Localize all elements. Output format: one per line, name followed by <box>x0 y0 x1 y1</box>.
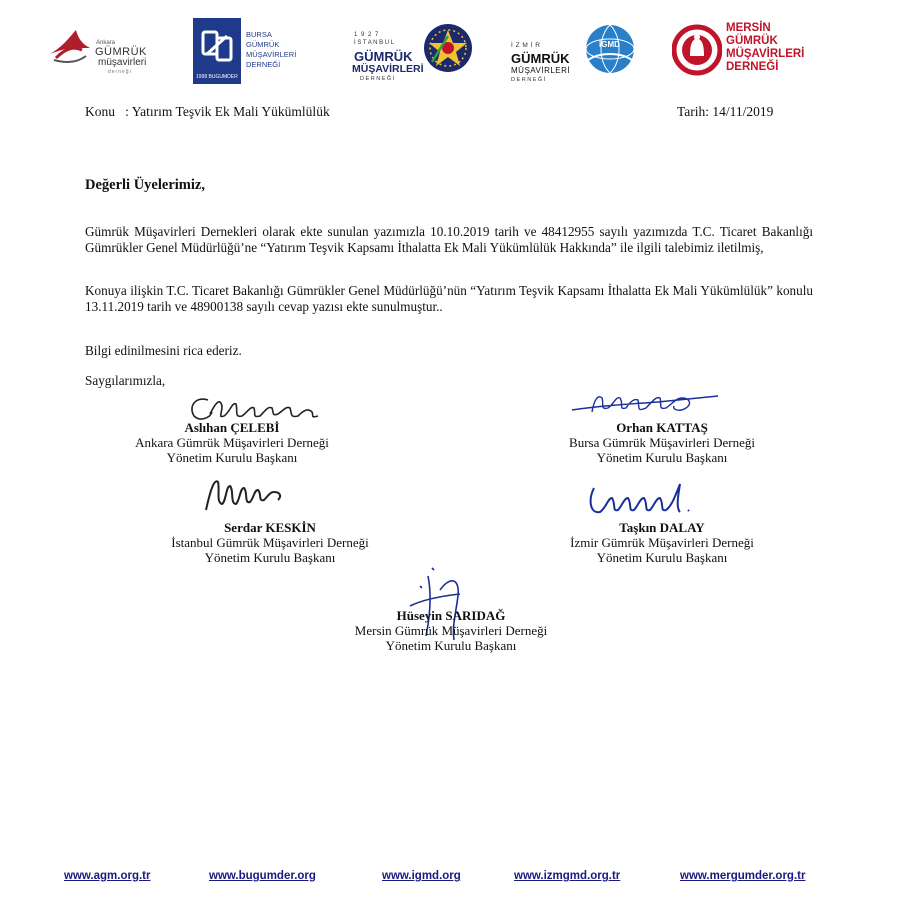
logo-istanbul <box>352 18 474 86</box>
signatory-bursa <box>520 420 804 465</box>
istanbul-star-emblem-icon <box>422 22 474 74</box>
signatory-title: Yönetim Kurulu Başkanı <box>166 450 298 465</box>
ankara-logo-word2: müşavirleri <box>98 57 147 68</box>
izmir-logo-badge: İGMD <box>599 40 620 49</box>
izmir-logo-word1: GÜMRÜK <box>511 51 570 66</box>
bursa-logo-line: BURSA <box>246 30 272 39</box>
bursa-logo-line: DERNEĞİ <box>246 60 281 69</box>
date-line: Tarih: 14/11/2019 <box>677 104 774 119</box>
signatory-title: Yönetim Kurulu Başkanı <box>204 550 336 565</box>
istanbul-logo-word3: D E R N E Ğ İ <box>360 76 395 82</box>
footer-links <box>0 870 900 886</box>
signatory-name: Hüseyin SARIDAĞ <box>396 608 506 623</box>
signatory-name: Taşkın DALAY <box>619 520 705 535</box>
signatory-title: Yönetim Kurulu Başkanı <box>385 638 517 653</box>
bursa-logo-line: MÜŞAVİRLERİ <box>246 50 297 59</box>
bursa-logo-line: GÜMRÜK <box>246 40 280 49</box>
istanbul-logo-word2: MÜŞAVİRLERİ <box>352 63 424 75</box>
signature-dalay-icon <box>584 480 704 520</box>
signatory-izmir <box>520 520 804 565</box>
paragraph-1: Gümrük Müşavirleri Dernekleri olarak ekte sunulan yazımızla 10.10.2019 tarih ve 48412955 sayılı yazımızda T.C. Ticaret Bakanlığı Gümrükler Genel Müdürlüğü’ne “Yatırım Teşvik Kapsamı İthalatta Ek Mali Yükümlülük Hakkında” ile ilgili talebimiz iletilmiş, <box>85 224 813 255</box>
signatory-org: İstanbul Gümrük Müşavirleri Derneği <box>171 535 369 550</box>
signatory-name: Aslıhan ÇELEBİ <box>184 420 280 435</box>
signatory-org: İzmir Gümrük Müşavirleri Derneği <box>570 535 754 550</box>
signatory-org: Ankara Gümrük Müşavirleri Derneği <box>135 435 329 450</box>
footer-link-bugumder[interactable]: www.bugumder.org <box>209 870 316 882</box>
istanbul-logo-word1: GÜMRÜK <box>354 49 413 64</box>
closing: Saygılarımızla, <box>85 373 166 388</box>
ankara-logo-word1: GÜMRÜK <box>95 46 147 58</box>
paragraph-3: Bilgi edinilmesini rica ederiz. <box>85 343 242 358</box>
mersin-logo-line: DERNEĞİ <box>726 61 779 73</box>
footer-link-agm[interactable]: www.agm.org.tr <box>64 870 151 882</box>
mersin-logo-line: MERSİN <box>726 22 771 34</box>
signatory-title: Yönetim Kurulu Başkanı <box>596 450 728 465</box>
ankara-logo-city: Ankara <box>96 40 116 46</box>
signatory-name: Serdar KESKİN <box>224 520 316 535</box>
subject-line: Konu : Yatırım Teşvik Ek Mali Yükümlülük <box>85 104 330 119</box>
mersin-logo-line: MÜŞAVİRLERİ <box>726 48 805 60</box>
salutation: Değerli Üyelerimiz, <box>85 177 205 193</box>
izmir-logo-city: İ Z M İ R <box>511 42 541 49</box>
bursa-logo-block <box>193 18 241 84</box>
mersin-logo-text <box>726 22 804 74</box>
footer-link-mergumder[interactable]: www.mergumder.org.tr <box>680 870 806 882</box>
logo-izmir <box>511 18 636 86</box>
footer-link-izmgmd[interactable]: www.izmgmd.org.tr <box>514 870 621 882</box>
istanbul-logo-city: İ S T A N B U L <box>354 40 395 46</box>
signatory-mersin <box>306 608 596 653</box>
logo-bursa <box>193 18 313 86</box>
signature-keskin-icon <box>200 472 288 516</box>
izmir-logo-word2: MÜŞAVİRLERİ <box>511 66 571 75</box>
paragraph-2: Konuya ilişkin T.C. Ticaret Bakanlığı Gümrükler Genel Müdürlüğü’nün “Yatırım Teşvik Kapsamı İthalatta Ek Mali Yükümlülük” konulu 13.11.2019 tarih ve 48900138 sayılı cevap yazısı ekte sunulmuştur.. <box>85 283 813 314</box>
signatory-title: Yönetim Kurulu Başkanı <box>596 550 728 565</box>
signatory-istanbul <box>126 520 414 565</box>
istanbul-logo-year: 1 9 2 7 <box>354 32 380 38</box>
bursa-logo-founded: 1998 BUGUMDER <box>196 74 238 80</box>
bursa-logo-text <box>246 30 296 70</box>
ankara-logo-word3: derneği <box>108 69 132 75</box>
signatory-name: Orhan KATTAŞ <box>616 420 708 435</box>
izmir-globe-emblem-icon <box>584 22 636 78</box>
footer-link-igmd[interactable]: www.igmd.org <box>382 870 461 882</box>
signatory-org: Bursa Gümrük Müşavirleri Derneği <box>569 435 755 450</box>
logo-mersin <box>672 18 812 86</box>
logo-ankara <box>46 18 186 86</box>
signature-kattas-icon <box>568 388 728 420</box>
signatory-ankara <box>90 420 374 465</box>
mersin-emblem-icon <box>672 22 722 80</box>
mersin-logo-line: GÜMRÜK <box>726 35 778 47</box>
bursa-emblem-icon <box>193 18 241 72</box>
izmir-logo-word3: D E R N E Ğ İ <box>511 77 546 83</box>
signatory-org: Mersin Gümrük Müşavirleri Derneği <box>354 623 548 638</box>
